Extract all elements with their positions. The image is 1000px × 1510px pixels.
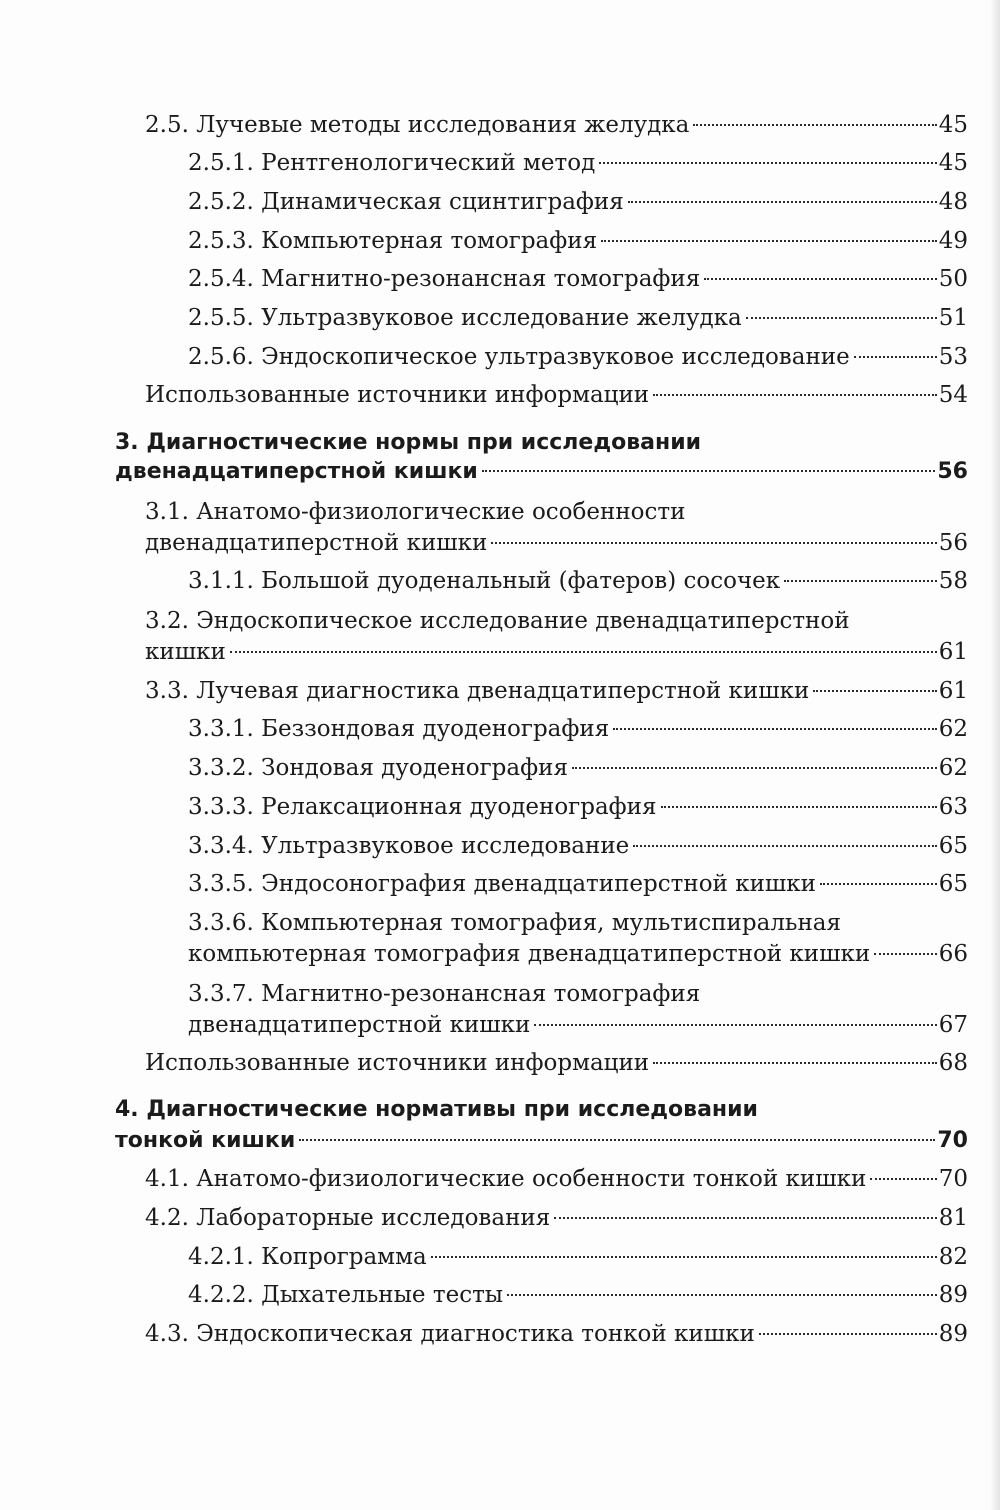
toc-entry	[188, 298, 968, 338]
toc-entry	[188, 259, 968, 299]
toc-entry-page: 56	[938, 530, 968, 556]
toc-entry	[188, 1275, 968, 1315]
toc-entry-page: 65	[938, 833, 968, 859]
dot-leader	[874, 953, 937, 955]
dot-leader	[554, 1217, 936, 1219]
toc-entry	[188, 709, 968, 749]
toc-entry-title: 4.2.1. Копрограмма	[188, 1244, 427, 1270]
toc-entry	[188, 561, 968, 601]
toc-entry-page: 66	[938, 941, 968, 967]
toc-entry	[188, 787, 968, 827]
toc-entry	[188, 182, 968, 222]
toc-entry	[188, 337, 968, 377]
dot-leader	[601, 240, 937, 242]
dot-leader	[661, 806, 937, 808]
toc-entry-page: 70	[938, 1166, 968, 1192]
dot-leader	[613, 728, 936, 730]
toc-chapter-entry	[115, 452, 968, 492]
toc-entry	[188, 1237, 968, 1277]
toc-entry-title: 3.3.5. Эндосонография двенадцатиперстной кишки	[188, 871, 816, 897]
toc-entry	[145, 1314, 968, 1354]
toc-entry-title: двенадцатиперстной кишки	[145, 530, 488, 556]
toc-entry-first-line: 3.3.7. Магнитно-резонансная томография	[188, 981, 701, 1007]
dot-leader	[572, 767, 937, 769]
toc-chapter-entry	[115, 1121, 968, 1161]
toc-entry-title: компьютерная томография двенадцатиперстной кишки	[188, 941, 871, 967]
toc-entry	[188, 143, 968, 183]
page-edge-shadow	[990, 0, 1000, 1510]
dot-leader	[704, 278, 936, 280]
toc-entry-page: 53	[938, 344, 968, 370]
toc-entry	[188, 864, 968, 904]
toc-entry-title: 2.5. Лучевые методы исследования желудка	[145, 112, 690, 138]
toc-entry-page: 50	[938, 266, 968, 292]
dot-leader	[870, 1178, 936, 1180]
dot-leader	[820, 883, 937, 885]
toc-entry-title: 2.5.6. Эндоскопическое ультразвуковое исследование	[188, 344, 850, 370]
toc-entry-title: 3.3. Лучевая диагностика двенадцатиперстной кишки	[145, 678, 810, 704]
dot-leader	[482, 470, 936, 472]
toc-entry-page: 89	[938, 1282, 968, 1308]
dot-leader	[784, 580, 937, 582]
toc-entry-page: 49	[938, 228, 968, 254]
toc-entry-title: 3.3.4. Ультразвуковое исследование	[188, 833, 630, 859]
toc-entry-title: 3.3.2. Зондовая дуоденография	[188, 755, 568, 781]
toc-entry	[145, 1198, 968, 1238]
toc-entry	[145, 1043, 968, 1083]
toc-entry	[145, 632, 968, 672]
toc-entry-page: 45	[938, 112, 968, 138]
toc-entry-first-line: 3.3.6. Компьютерная томография, мультиспиральная	[188, 910, 842, 936]
toc-entry-title: тонкой кишки	[115, 1128, 296, 1153]
toc-entry-title: 2.5.4. Магнитно-резонансная томография	[188, 266, 701, 292]
toc-entry-title: 2.5.2. Динамическая сцинтиграфия	[188, 189, 624, 215]
dot-leader	[653, 1062, 937, 1064]
toc-entry-page: 63	[938, 794, 968, 820]
toc-entry-title: 3.3.1. Беззондовая дуоденография	[188, 716, 610, 742]
toc-entry-page: 81	[938, 1205, 968, 1231]
toc-entry	[188, 826, 968, 866]
toc-entry-first-line: 3.1. Анатомо-физиологические особенности	[145, 499, 686, 525]
toc-entry-title: 2.5.1. Рентгенологический метод	[188, 150, 596, 176]
toc-entry-title: 4.1. Анатомо-физиологические особенности тонкой кишки	[145, 1166, 867, 1192]
dot-leader	[813, 690, 936, 692]
dot-leader	[653, 394, 937, 396]
toc-entry	[188, 221, 968, 261]
toc-entry-page: 61	[938, 639, 968, 665]
dot-leader	[230, 651, 937, 653]
dot-leader	[854, 356, 937, 358]
toc-entry-page: 61	[938, 678, 968, 704]
dot-leader	[507, 1294, 937, 1296]
toc-entry	[145, 375, 968, 415]
toc-entry	[188, 1005, 968, 1045]
toc-entry-page: 68	[938, 1050, 968, 1076]
toc-entry-title: Использованные источники информации	[145, 382, 650, 408]
toc-entry	[145, 671, 968, 711]
toc-entry	[145, 105, 968, 145]
toc-entry-title: кишки	[145, 639, 226, 665]
toc-entry-first-line: 3.2. Эндоскопическое исследование двенадцатиперстной	[145, 608, 850, 634]
toc-entry-page: 62	[938, 716, 968, 742]
toc-entry-page: 70	[937, 1128, 968, 1153]
toc-entry-page: 51	[938, 305, 968, 331]
dot-leader	[534, 1024, 936, 1026]
dot-leader	[628, 201, 937, 203]
toc-entry-title: 3.3.3. Релаксационная дуоденография	[188, 794, 657, 820]
dot-leader	[491, 542, 936, 544]
chapter-heading: 4. Диагностические нормативы при исследовании	[115, 1097, 758, 1122]
dot-leader	[693, 124, 936, 126]
toc-entry	[145, 523, 968, 563]
dot-leader	[431, 1256, 937, 1258]
dot-leader	[299, 1139, 935, 1141]
toc-entry-page: 54	[938, 382, 968, 408]
toc-entry-page: 65	[938, 871, 968, 897]
toc-entry-title: 2.5.5. Ультразвуковое исследование желудка	[188, 305, 742, 331]
toc-entry-page: 62	[938, 755, 968, 781]
toc-entry-title: двенадцатиперстной кишки	[188, 1012, 531, 1038]
toc-entry-page: 56	[937, 459, 968, 484]
toc-entry	[145, 1159, 968, 1199]
toc-entry-title: двенадцатиперстной кишки	[115, 459, 478, 484]
dot-leader	[746, 317, 937, 319]
chapter-heading: 3. Диагностические нормы при исследовании	[115, 430, 702, 455]
toc-entry-title: 4.3. Эндоскопическая диагностика тонкой кишки	[145, 1321, 755, 1347]
toc-entry-title: 3.1.1. Большой дуоденальный (фатеров) сосочек	[188, 568, 781, 594]
toc-entry	[188, 748, 968, 788]
toc-entry-title: 2.5.3. Компьютерная томография	[188, 228, 598, 254]
toc-entry-page: 82	[938, 1244, 968, 1270]
toc-entry-page: 89	[938, 1321, 968, 1347]
toc-entry-page: 67	[938, 1012, 968, 1038]
toc-entry-title: Использованные источники информации	[145, 1050, 650, 1076]
toc-entry	[188, 934, 968, 974]
toc-entry-page: 58	[938, 568, 968, 594]
toc-entry-title: 4.2.2. Дыхательные тесты	[188, 1282, 504, 1308]
toc-entry-title: 4.2. Лабораторные исследования	[145, 1205, 551, 1231]
toc-entry-page: 48	[938, 189, 968, 215]
dot-leader	[759, 1333, 937, 1335]
dot-leader	[633, 845, 936, 847]
dot-leader	[599, 162, 936, 164]
toc-entry-page: 45	[938, 150, 968, 176]
